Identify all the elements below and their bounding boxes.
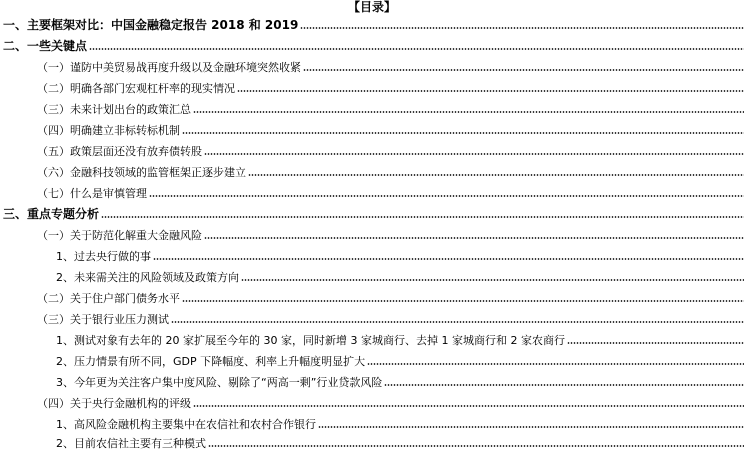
toc-entry[interactable] bbox=[0, 308, 744, 329]
toc-entry[interactable] bbox=[0, 161, 744, 182]
dot-leader bbox=[208, 444, 744, 448]
toc-entry[interactable] bbox=[0, 266, 744, 287]
toc-entry-text: 1、高风险金融机构主要集中在农信社和农村合作银行 bbox=[56, 417, 316, 431]
dot-leader bbox=[153, 257, 744, 261]
toc-entry-text: （二）关于住户部门债务水平 bbox=[37, 291, 180, 305]
toc-entry[interactable] bbox=[0, 329, 744, 350]
dot-leader bbox=[193, 404, 744, 408]
dot-leader bbox=[182, 299, 744, 303]
toc-entry[interactable] bbox=[0, 98, 744, 119]
toc-entry-text: （四）明确建立非标转标机制 bbox=[37, 123, 180, 137]
dot-leader bbox=[204, 236, 744, 240]
toc-entry-text: 二、一些关键点 bbox=[3, 39, 88, 53]
toc-entry[interactable] bbox=[0, 287, 744, 308]
toc-entry[interactable] bbox=[0, 14, 744, 35]
dot-leader bbox=[248, 173, 744, 177]
dot-leader bbox=[101, 215, 744, 219]
dot-leader bbox=[237, 89, 744, 93]
toc-entry[interactable] bbox=[0, 224, 744, 245]
dot-leader bbox=[567, 341, 744, 345]
toc-entry[interactable] bbox=[0, 119, 744, 140]
toc-entry[interactable] bbox=[0, 371, 744, 392]
toc-entry[interactable] bbox=[0, 182, 744, 203]
toc-entry-text: 1、测试对象有去年的 20 家扩展至今年的 30 家，同时新增 3 家城商行、去掉 1 家城商行和 2 家农商行 bbox=[56, 333, 565, 347]
dot-leader bbox=[182, 131, 744, 135]
toc-entry-text: 2、目前农信社主要有三种模式 bbox=[56, 436, 206, 450]
toc-entry[interactable] bbox=[0, 35, 744, 56]
dot-leader bbox=[204, 152, 744, 156]
toc-entry-text: （六）金融科技领域的监管框架正逐步建立 bbox=[37, 165, 246, 179]
toc-entry[interactable] bbox=[0, 77, 744, 98]
toc-entry[interactable] bbox=[0, 413, 744, 434]
toc-entry-text: （三）未来计划出台的政策汇总 bbox=[37, 102, 191, 116]
toc-entry-text: （一）关于防范化解重大金融风险 bbox=[37, 228, 202, 242]
dot-leader bbox=[89, 47, 744, 51]
toc-entry-text: （一）谨防中美贸易战再度升级以及金融环境突然收紧 bbox=[37, 60, 301, 74]
dot-leader bbox=[303, 68, 744, 72]
toc-title: 【目录】 bbox=[347, 0, 396, 14]
toc-entry[interactable] bbox=[0, 203, 744, 224]
toc-entry-text: （七）什么是审慎管理 bbox=[37, 186, 147, 200]
dot-leader bbox=[149, 194, 744, 198]
toc-entry-text: 2、压力情景有所不同，GDP 下降幅度、利率上升幅度明显扩大 bbox=[56, 354, 366, 368]
dot-leader bbox=[300, 26, 744, 30]
dot-leader bbox=[241, 278, 744, 282]
toc-entry-text: 一、主要框架对比：中国金融稳定报告 2018 和 2019 bbox=[3, 18, 299, 32]
toc-entry-text: 2、未来需关注的风险领域及政策方向 bbox=[56, 270, 239, 284]
toc-entry-text: （四）关于央行金融机构的评级 bbox=[37, 396, 191, 410]
toc-entry[interactable] bbox=[0, 56, 744, 77]
toc-entry[interactable] bbox=[0, 432, 744, 453]
dot-leader bbox=[193, 110, 744, 114]
toc-entry-text: 三、重点专题分析 bbox=[3, 207, 100, 221]
dot-leader bbox=[384, 383, 744, 387]
dot-leader bbox=[318, 425, 744, 429]
toc-entry-text: 1、过去央行做的事 bbox=[56, 249, 151, 263]
toc-entry[interactable] bbox=[0, 140, 744, 161]
toc-entry[interactable] bbox=[0, 392, 744, 413]
dot-leader bbox=[367, 362, 744, 366]
toc-entry-text: 3、今年更为关注客户集中度风险、剔除了“两高一剩”行业贷款风险 bbox=[56, 375, 383, 389]
toc-entry-text: （五）政策层面还没有放弃债转股 bbox=[37, 144, 202, 158]
toc-entry-text: （三）关于银行业压力测试 bbox=[37, 312, 169, 326]
toc-entry-text: （二）明确各部门宏观杠杆率的现实情况 bbox=[37, 81, 235, 95]
toc-entry[interactable] bbox=[0, 245, 744, 266]
dot-leader bbox=[171, 320, 744, 324]
toc-entry[interactable] bbox=[0, 350, 744, 371]
